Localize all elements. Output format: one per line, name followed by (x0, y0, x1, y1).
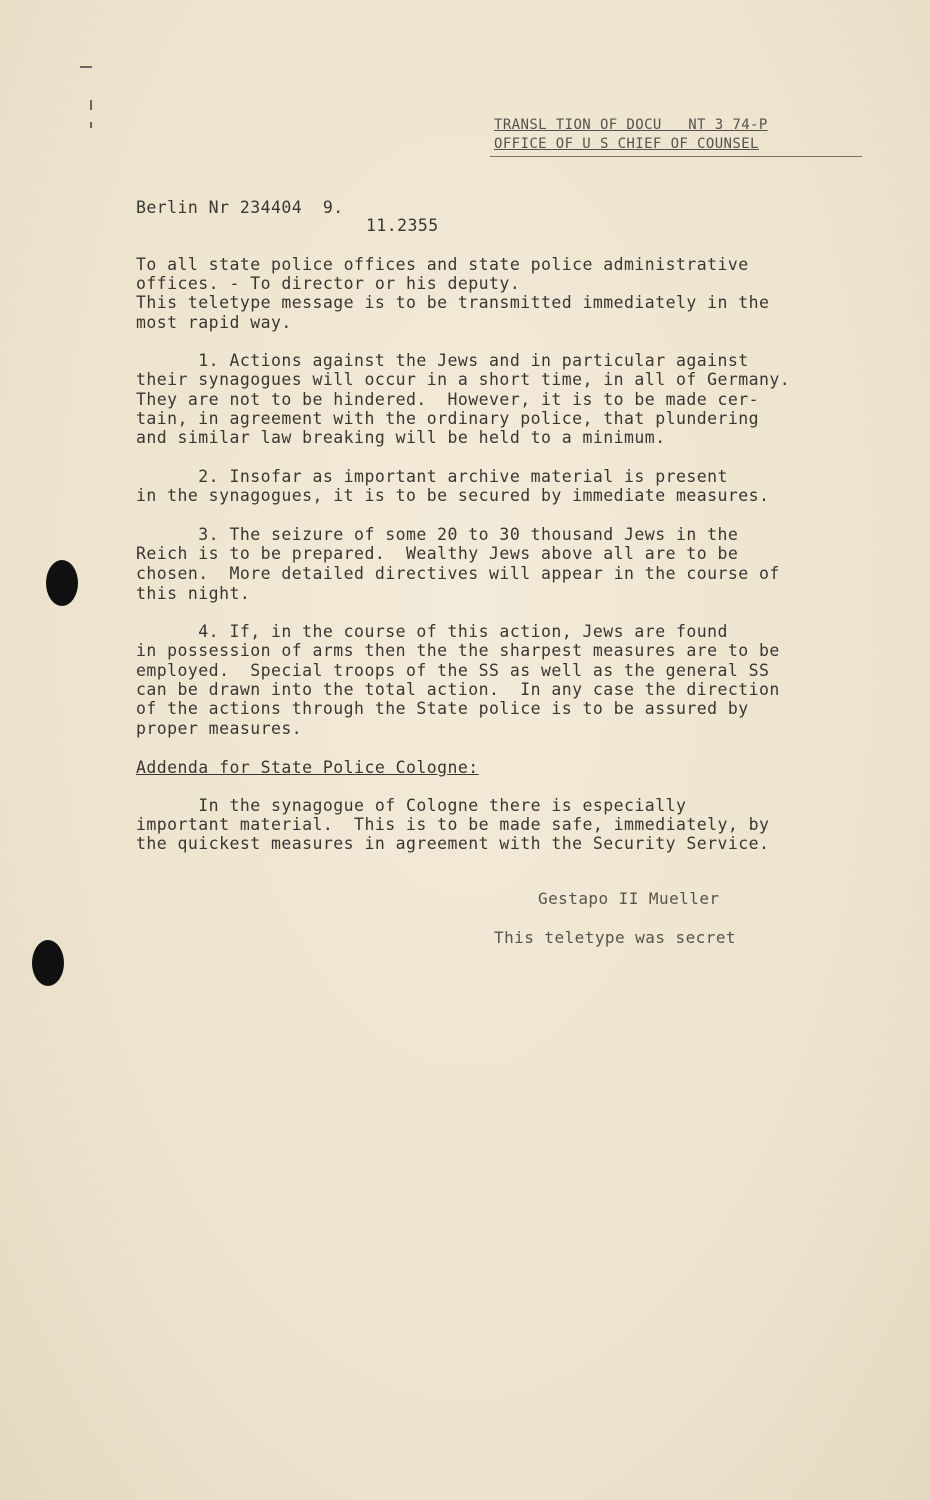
signature-name: Gestapo II Mueller (538, 889, 720, 908)
paragraph-1-line: 1. Actions against the Jews and in particular against (136, 351, 749, 370)
paragraph-4-line: proper measures. (136, 719, 303, 738)
message-origin: Berlin Nr 234404 9. (136, 198, 344, 217)
addenda-line: the quickest measures in agreement with the Security Service. (136, 834, 770, 853)
document-header-line-2: OFFICE OF U S CHIEF OF COUNSEL (494, 136, 759, 152)
paragraph-3-line: 3. The seizure of some 20 to 30 thousand Jews in the (136, 525, 739, 544)
header-underline (490, 156, 862, 157)
paragraph-1-line: tain, in agreement with the ordinary police, that plundering (136, 409, 760, 428)
document-header-line-1: TRANSL TION OF DOCU NT 3 74-P (494, 117, 768, 133)
intro-line: offices. - To director or his deputy. (136, 274, 521, 293)
intro-line: This teletype message is to be transmitted immediately in the (136, 293, 770, 312)
punch-hole (46, 560, 78, 606)
addenda-line: important material. This is to be made safe, immediately, by (136, 815, 770, 834)
paragraph-4-line: 4. If, in the course of this action, Jews are found (136, 622, 728, 641)
addenda-line: In the synagogue of Cologne there is especially (136, 796, 687, 815)
paragraph-2-line: 2. Insofar as important archive material is present (136, 467, 728, 486)
paragraph-3-line: this night. (136, 584, 251, 603)
paragraph-4-line: can be drawn into the total action. In any case the direction (136, 680, 780, 699)
punch-hole (32, 940, 64, 986)
paragraph-1-line: their synagogues will occur in a short time, in all of Germany. (136, 370, 791, 389)
paragraph-4-line: of the actions through the State police is to be assured by (136, 699, 749, 718)
margin-mark (90, 122, 92, 128)
paragraph-1-line: They are not to be hindered. However, it is to be made cer- (136, 390, 760, 409)
margin-mark (90, 100, 92, 110)
paragraph-4-line: employed. Special troops of the SS as well as the general SS (136, 661, 770, 680)
paragraph-3-line: chosen. More detailed directives will appear in the course of (136, 564, 780, 583)
intro-line: most rapid way. (136, 313, 292, 332)
margin-mark (80, 66, 92, 68)
signature-note: This teletype was secret (494, 928, 736, 947)
paragraph-1-line: and similar law breaking will be held to a minimum. (136, 428, 666, 447)
addenda-title: Addenda for State Police Cologne: (136, 758, 479, 777)
paragraph-3-line: Reich is to be prepared. Wealthy Jews above all are to be (136, 544, 739, 563)
message-date: 11.2355 (366, 216, 439, 235)
intro-line: To all state police offices and state police administrative (136, 255, 749, 274)
paragraph-4-line: in possession of arms then the the sharpest measures are to be (136, 641, 780, 660)
paragraph-2-line: in the synagogues, it is to be secured by immediate measures. (136, 486, 770, 505)
